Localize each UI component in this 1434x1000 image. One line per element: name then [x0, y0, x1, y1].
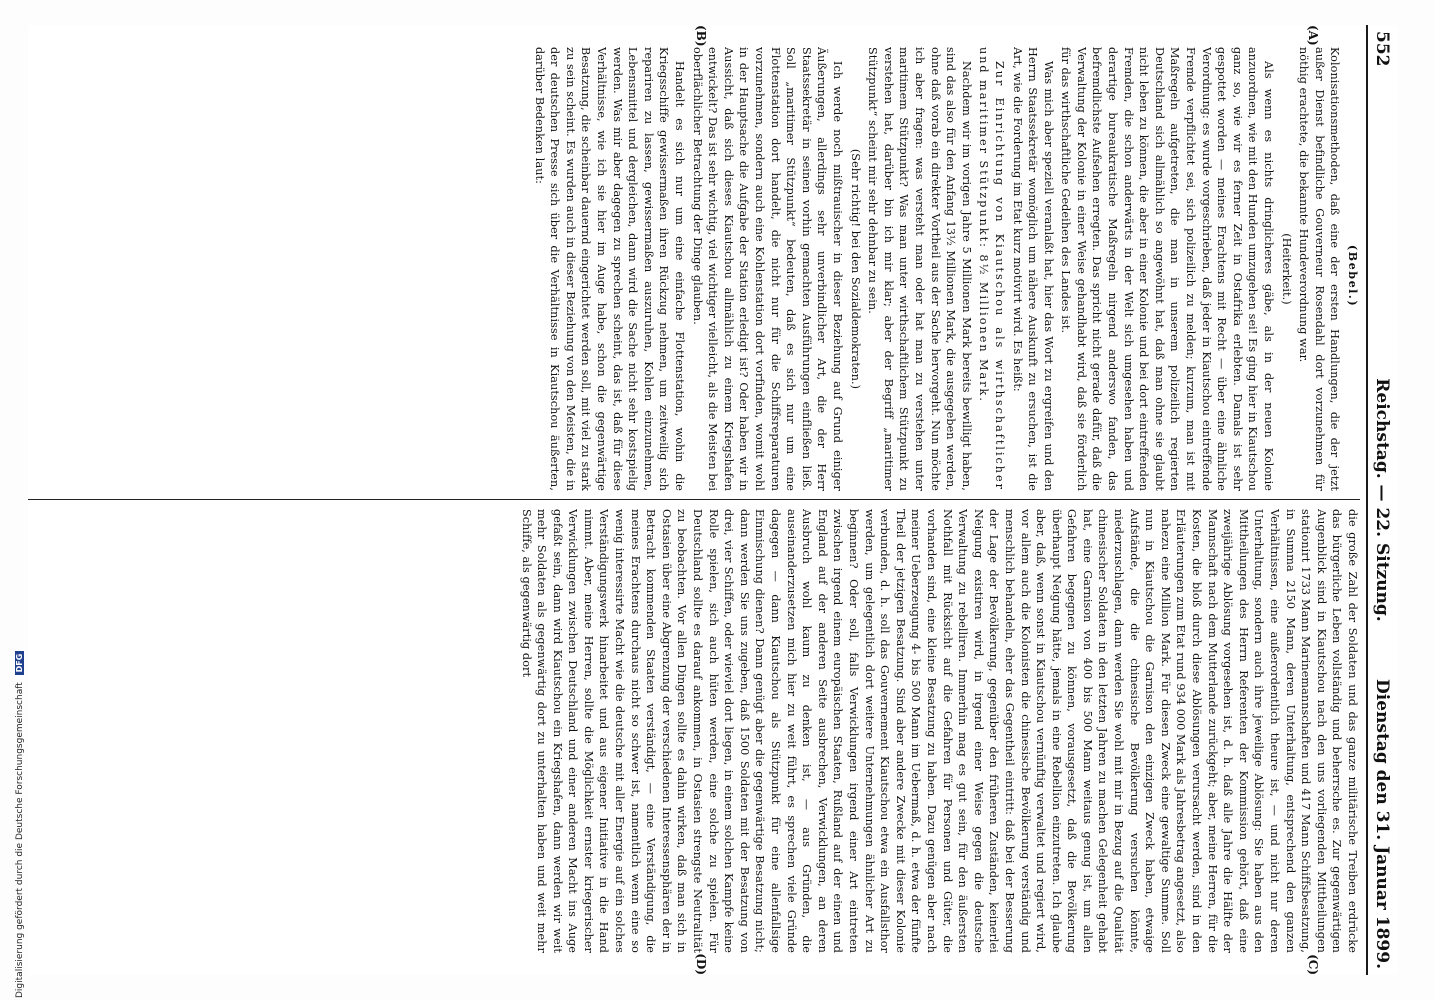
interjection: (Sehr richtig! bei den Sozialdemokraten.): [848, 148, 862, 390]
speaker-name: (Bebel.): [1346, 244, 1360, 308]
digitization-credit: [1, 0, 25, 1000]
paragraph: Ich werde noch mißtrauischer in dieser Beziehung auf Grund einiger Äußerungen, allerdings sehr unverbindlicher Art, die der Herr Staatssekretär in seinen vorhin gemachten Ausführungen einfließen ließ. Soll „maritimer Stützpunkt“ bedeuten, daß es sich nur um eine Flottenstation dort handelt, die nicht nur für die Schiffsreparaturen vorzunehmen, sondern auch eine Kohlenstation dort vorfinden, womit wohl in der Hauptsache die Aufgabe der Station erledigt ist? Oder haben wir in Aussicht, daß sich dieses Kiautschou allmählich zu einem Kriegshafen entwickelt? Das ist sehr wichtig, viel wichtiger vielleicht, als die Meisten bei oberflächlicher Betrachtung der Dinge glauben.: [690, 47, 844, 491]
paragraph: Kolonisationsmethoden, daß eine der ersten Handlungen, die der jetzt außer Dienst befindliche Gouverneur Rosendahl dort vorzunehmen für nöthig erachtete, die bekannte Hundeverordnung war.: [1297, 47, 1342, 491]
interjection: (Heiterkeit.): [1279, 233, 1293, 305]
margin-mark-a: (A): [1306, 25, 1320, 46]
text-columns: [28, 25, 1360, 975]
dfg-logo: DFG: [15, 651, 24, 676]
right-column: [28, 509, 1360, 953]
document-page: [28, 25, 1398, 975]
budget-quote: Zur Einrichtung von Kiautschou als wirthschaftlicher und maritimer Stützpunkt: 8½ Millionen Mark.: [977, 47, 1006, 491]
paragraph: die große Zahl der Soldaten und das ganze militärische Treiben erdrücke das bürgerliche Leben vollständig und beherrsche es. Zur gegenwärtigen Augenblick sind in Kiautschou nach den uns vorliegenden Mittheilungen stationirt 1733 Mann Marinemannschaften und 417 Mann Schiffsbesatzung, in Summa 2150 Mann, deren Unterhaltung, entsprechend den ganzen Verhältnissen, eine außerordentlich theure ist, — und nicht nur deren Unterhaltung, sondern auch ihre jeweilige Ablösung: Sie haben aus den Mittheilungen des Herrn Referenten der Kommission gehört, daß eine zweijährige Ablösung vorgesehen ist, d. h. daß alle Jahre die Hälfte der Mannschaft nach dem Mutterlande zurückgeht; aber, meine Herren, für die Kosten, die bloß durch diese Ablösungen verursacht werden, sind in den Erläuterungen zum Etat rund 934 000 Mark als Jahresbetrag angesetzt, also nahezu eine Million Mark. Für diesen Zweck eine gewaltige Summe. Soll nun in Kiautschou die Garnison den einzigen Zweck haben, etwaige Aufstände, die die chinesische Bevölkerung versuchen könnte, niederzuschlagen, dann werden Sie wohl mit mir in Bezug auf die Qualität chinesischer Soldaten in den letzten Jahren zu machen Gelegenheit gehabt hat, eine Garnison von 400 bis 500 Mann weitaus genug ist, um allen Gefahren begegnen zu können, vorausgesetzt, daß die Bevölkerung überhaupt Neigung hätte, jemals in eine Rebellion einzutreten. Ich glaube aber, daß, wenn sonst in Kiautschou vernünftig verwaltet und regiert wird, vor allem auch die Kolonisten die chinesische Bevölkerung verständig und menschlich behandeln, eher das Gegentheil eintritt: daß bei der Besserung der Lage der Bevölkerung, gegenüber den früheren Zuständen, keinerlei Neigung existiren wird, in irgend einer Weise gegen die deutsche Verwaltung zu rebelliren. Immerhin mag es gut sein, für den äußersten Nothfall mit Rücksicht auf die Gefahren für Personen und Güter, die vorhanden sind, eine kleine Besatzung zu haben. Dazu genügen aber nach meiner Ueberzeugung 4- bis 500 Mann im Uebermaß, d. h. etwa der fünfte Theil der jetzigen Besatzung. Sind aber andere Zwecke mit dieser Kolonie verbunden, d. h. soll das Gouvernement Kiautschou etwa ein Ausfallsthor werden, um gelegentlich dort weitere Unternehmungen ähnlicher Art zu beginnen? Oder soll, falls Verwicklungen irgend einer Art eintreten zwischen irgend einem europäischen Staaten, Rußland auf der einen und England auf der anderen Seite ausbrechen, Verwicklungen, an deren Ausbruch wohl kaum zu denken ist, — aus Gründen, die auseinanderzusetzen mich hier zu weit führt, es sprechen viele Gründe dagegen — dann Kiautschou als Stützpunkt für eine allenfallsige Einmischung dienen? Dann genügt aber die gegenwärtige Besatzung nicht; dann werden Sie uns zugeben, daß 1500 Soldaten mit der Besatzung von drei, vier Schiffen, oder wieviel dort liegen, in einem solchen Kampfe keine Rolle spielen, sich auch hüten werden, eine solche zu spielen. Für Deutschland sollte es darauf ankommen, in Ostasien strengste Neutralität zu beobachten. Vor allen Dingen sollte es dahin wirken, daß man sich in Ostasien über eine Abgrenzung der verschiedenen Interessensphären der in Betracht kommenden Staaten verständigt, — eine Verständigung, die meines Erachtens durchaus nicht so schwer ist, namentlich wenn eine so wenig interessirte Macht wie die deutsche mit aller Energie auf ein solches Verständigungswerk hinarbeitet und aus eigener Initiative in die Hand nimmt. Aber, meine Herren, sollte die Möglichkeit ernster kriegerischer Verwicklungen zwischen Deutschland und einer anderen Macht ins Auge gefaßt sein, dann wird Kiautschou ein Kriegshafen, dann werden wir weit mehr Soldaten als gegenwärtig dort zu unterhalten haben und weit mehr Schiffe, als gegenwärtig dort: [519, 509, 1359, 953]
credit-line: [15, 651, 25, 998]
paragraph: Als wenn es nichts dringlicheres gäbe, als in der neuen Kolonie anzuordnen, wie mit den Hunden umzugehen sei! Es ging hier in Kiautschou ganz so, wie wir es ferner Zeit in Ostafrika erlebten. Damals ist sehr gespottet worden — meines Erachtens mit Recht — über eine ähnliche Verordnung: es wurde vorgeschrieben, daß jeder in Kiautschou eintreffende Fremde verpflichtet sei, sich polizeilich zu melden; kurzum, man ist mit Maßregeln aufgetreten, die man in unserem polizeilich regierten Deutschland sich allmählich so angewöhnt hat, daß man ohne sie glaubt nicht leben zu können, die aber in einer Kolonie und bei dort eintreffenden Fremden, die schon anderwärts in der Welt sich umgesehen haben und derartige bureaukratische Maßregeln nirgend anderswo fanden, das befremdlichste Aufsehen erregten. Das spricht nicht gerade dafür, daß die Verwaltung der Kolonie in einer Weise gehandhabt wird, daß sie förderlich für das wirthschaftliche Gedeihen des Landes ist.: [1059, 47, 1276, 491]
credit-text: Digitalisierung gefördert durch die Deutsche Forschungsgemeinschaft: [15, 682, 25, 998]
paragraph: Was mich aber speziell veranlaßt hat, hier das Wort zu ergreifen und den Herrn Staatssekretär womöglich um nähere Auskunft zu ersuchen, ist die Art, wie die Forderung im Etat kurz motivirt wird. Es heißt:: [1010, 47, 1055, 491]
margin-mark-c: (C): [1306, 954, 1320, 975]
margin-mark-d: (D): [694, 953, 708, 975]
left-column: [28, 47, 1360, 491]
paragraph: Nachdem wir im vorigen Jahre 5 Millionen Mark bereits bewilligt haben, sind das also für den Anfang 13½ Millionen Mark, die ausgegeben werden, ohne daß vorab ein direkter Vortheil aus der Sache hervorgeht. Nun möchte ich aber fragen: was versteht man oder hat man zu verstehen unter maritimem Stützpunkt? Was man unter wirthschaftlichem Stützpunkt zu verstehen hat, darüber bin ich mir klar; aber der Begriff „maritimer Stützpunkt“ scheint mir sehr dehnbar zu sein.: [866, 47, 973, 491]
page-number: 552: [1372, 31, 1392, 67]
page-title: Reichstag. — 22. Sitzung.: [1372, 378, 1392, 622]
column-divider: [28, 499, 1360, 500]
margin-mark-b: (B): [694, 25, 708, 47]
session-date: Dienstag den 31. Januar 1899.: [1372, 679, 1392, 969]
paragraph: Handelt es sich nur um eine einfache Flottenstation, wohin die Kriegsschiffe gewissermaßen ihren Rückzug nehmen, um zeitweilig sich repariren zu lassen, gewissermaßen auszuruhen, Kohlen einzunehmen, Lebensmittel und dergleichen, dann wird die Sache nicht sehr kostspielig werden. Was mir aber dagegen zu sprechen scheint, das ist, daß für diese Verhältnisse, wie ich sie hier im Auge habe, schon die gegenwärtige Besatzung, die scheinbar dauernd eingerichtet werden soll, mit viel zu stark zu sein scheint. Es wurden auch in dieser Beziehung von den Meisten, die in der deutschen Presse sich über die Verhältnisse in Kiautschou äußerten, darüber Bedenken laut:: [532, 47, 687, 491]
page-header: [1366, 25, 1398, 975]
